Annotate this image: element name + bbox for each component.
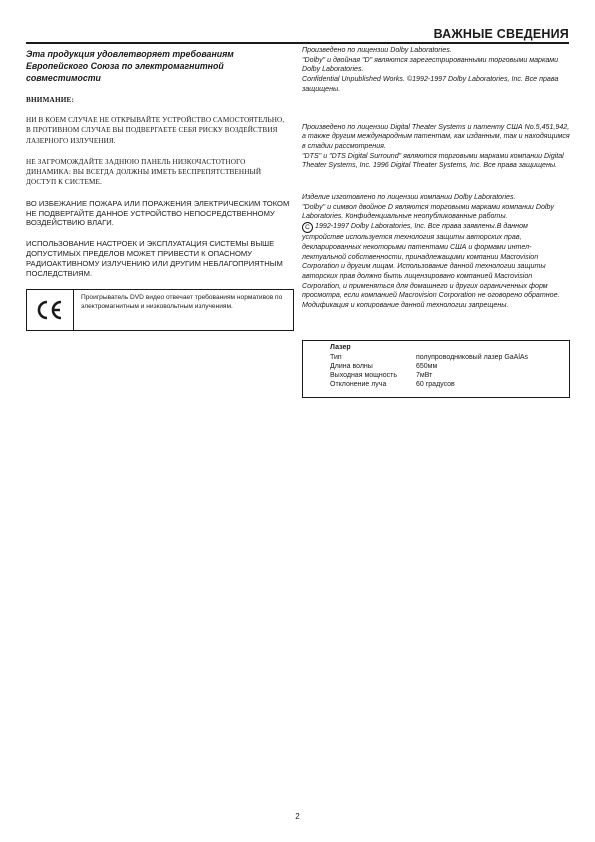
macrovision-copyright-text: 1992-1997 Dolby Laboratories, Inc. Все права заявлены.В данном устройстве используется технология защиты авторских прав, декларированных некоторыми патентами США и формами интел-лектуальной собственности, принадлежащими компании Macrovision Corporation и другим лицам. Использование данной технологии защиты авторских прав должно быть лицензировано компанией Macrovision Corporation, и применяться для домашнего и других ограниченных форм просмотра, если компанией Macrovision Corporation не оговорено обратное. Модификация и копирование данной технологии запрещены. (302, 222, 560, 310)
ce-compliance-box (26, 289, 294, 331)
table-row (330, 380, 528, 389)
spec-value: 650мм (416, 363, 438, 370)
table-row (330, 362, 528, 371)
warning-paragraph-rear-panel: НЕ ЗАГРОМОЖДАЙТЕ ЗАДНЮЮ ПАНЕЛЬ НИЗКОЧАСТОТНОГО ДИНАМИКА: ВЫ ВСЕГДА ДОЛЖНЫ ИМЕТЬ БЕСПРЕПЯТСТВЕННЫЙ ДОСТУП К СИСТЕМЕ. (26, 157, 262, 187)
macrovision-line-1: Изделие изготовлено по лицензии компании Dolby Laboratories. (302, 193, 516, 202)
dts-line-2: "DTS" и "DTS Digital Surround" являются торговыми марками компании Digital Theater Systems, Inc. 1996 Digital Theater Systems, Inc. Все права защищены. (302, 151, 564, 170)
dolby-line-3: Confidential Unpublished Works. ©1992-1997 Dolby Laboratories, Inc. Все права защищены. (302, 75, 559, 93)
laser-spec-table (330, 353, 528, 389)
table-row (330, 371, 528, 380)
ce-box-divider (73, 290, 74, 330)
left-column (26, 48, 290, 331)
ce-compliance-text: Проигрыватель DVD видео отвечает требованиям нормативов по электромагнитным и низковольтным излучениям. (81, 294, 283, 310)
dolby-line-1: Произведено по лицензии Dolby Laboratories. (302, 46, 452, 54)
spec-value: 7мВт (416, 372, 433, 379)
eu-compliance-lead: Эта продукция удовлетворяет требованиям Европейского Союза по электромагнитной совместимости (26, 49, 234, 83)
laser-spec-box (302, 340, 570, 398)
spec-key: Выходная мощность (330, 372, 398, 379)
spec-value: полупроводниковый лазер GaAlAs (416, 354, 529, 361)
dts-line-1: Произведено по лицензии Digital Theater Systems и патенту США No.5,451,942, а также другим международным патентам, как изданным, так и находящимся в стадии рассмотрения. (302, 122, 570, 150)
header-rule (26, 42, 569, 44)
copyright-icon: C (302, 222, 313, 233)
right-column (302, 46, 570, 311)
macrovision-line-3 (302, 222, 570, 311)
spec-value: 60 градусов (416, 381, 455, 388)
section-title: ВАЖНЫЕ СВЕДЕНИЯ (433, 27, 569, 41)
dolby-license-block (302, 46, 570, 95)
spec-key: Отклонение луча (330, 381, 387, 388)
warning-paragraph-radiation: ИСПОЛЬЗОВАНИЕ НАСТРОЕК И ЭКСПЛУАТАЦИЯ СИСТЕМЫ ВЫШЕ ДОПУСТИМЫХ ПРЕДЕЛОВ МОЖЕТ ПРИВЕСТИ К ОПАСНОМУ РАДИОАКТИВНОМУ ИЗЛУЧЕНИЮ ИЛИ ДРУГИМ НЕБЛАГОПРИЯТНЫМ ПОСЛЕДСТВИЯМ. (26, 239, 283, 278)
warning-paragraph-open: НИ В КОЕМ СЛУЧАЕ НЕ ОТКРЫВАЙТЕ УСТРОЙСТВО САМОСТОЯТЕЛЬНО, В ПРОТИВНОМ СЛУЧАЕ ВЫ ПОДВЕРГАЕТЕ СЕБЯ РИСКУ ВОЗДЕЙСТВИЯ ЛАЗЕРНОГО ИЗЛУЧЕНИЯ. (26, 116, 285, 145)
macrovision-line-2: "Dolby" и символ двойное D являются торговыми марками компании Dolby Laboratories. Конфиденциальные неопубликованные работы. (302, 202, 554, 221)
ce-mark-icon (36, 299, 66, 321)
warning-paragraph-moisture: ВО ИЗБЕЖАНИЕ ПОЖАРА ИЛИ ПОРАЖЕНИЯ ЭЛЕКТРИЧЕСКИМ ТОКОМ НЕ ПОДВЕРГАЙТЕ ДАННОЕ УСТРОЙСТВО НЕПОСРЕДСТВЕННОМУ ВОЗДЕЙСТВИЮ ВЛАГИ. (26, 198, 290, 228)
dolby-line-2: "Dolby" и двойная "D" являются зарегестрированными торговыми марками Dolby Laboratories. (302, 55, 559, 74)
table-row (330, 353, 528, 362)
macrovision-license-block (302, 193, 570, 311)
spec-key: Длина волны (330, 363, 373, 370)
page-number: 2 (295, 812, 300, 821)
dts-license-block (302, 123, 570, 172)
caution-label: ВНИМАНИЕ: (26, 96, 75, 104)
laser-spec-title: Лазер (330, 344, 351, 351)
spec-key: Тип (330, 354, 342, 361)
